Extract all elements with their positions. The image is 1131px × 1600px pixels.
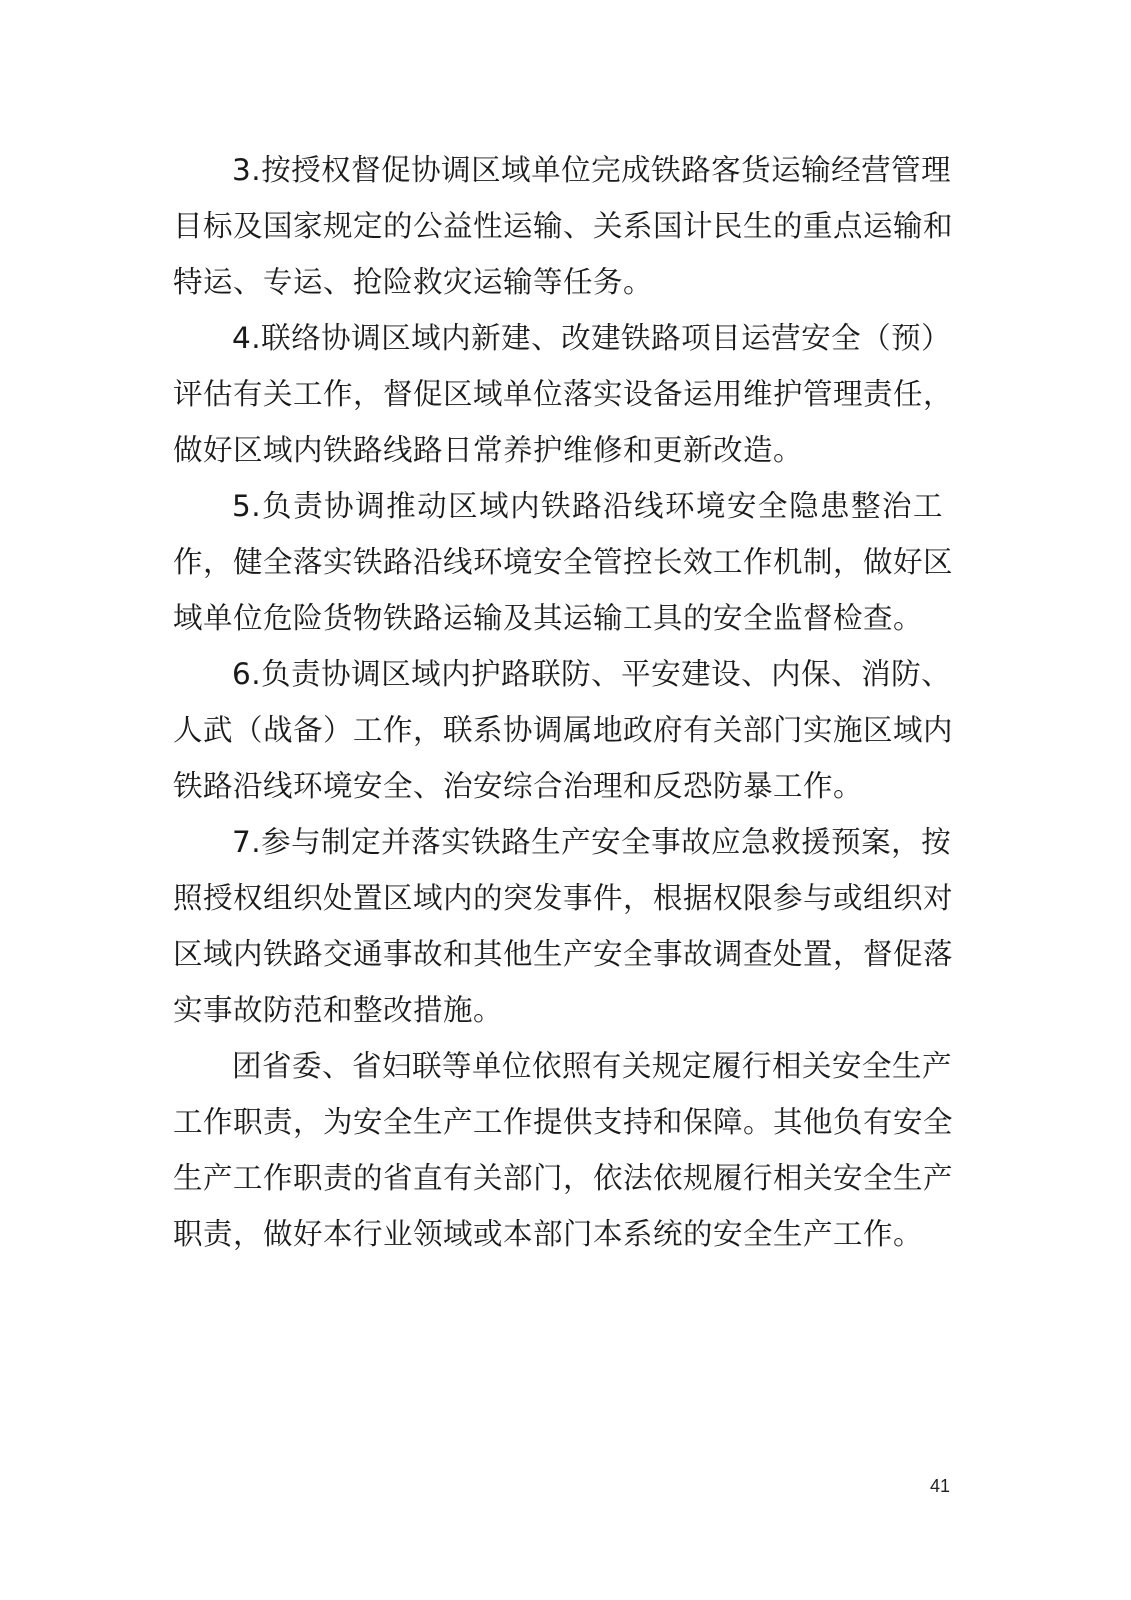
text-line: 区域内铁路交通事故和其他生产安全事故调查处置，督促落 bbox=[173, 937, 954, 971]
text-line: 作，健全落实铁路沿线环境安全管控长效工作机制，做好区 bbox=[173, 545, 954, 579]
text-line: 团省委、省妇联等单位依照有关规定履行相关安全生产 bbox=[232, 1049, 953, 1083]
text-line: 铁路沿线环境安全、治安综合治理和反恐防暴工作。 bbox=[173, 769, 864, 803]
text-line: 目标及国家规定的公益性运输、关系国计民生的重点运输和 bbox=[173, 209, 954, 243]
text-line: 特运、专运、抢险救灾运输等任务。 bbox=[173, 265, 654, 299]
text-line: 4.联络协调区域内新建、改建铁路项目运营安全（预） bbox=[232, 321, 952, 355]
text-line: 工作职责，为安全生产工作提供支持和保障。其他负有安全 bbox=[173, 1105, 954, 1139]
text-line: 6.负责协调区域内护路联防、平安建设、内保、消防、 bbox=[232, 657, 952, 691]
text-line: 7.参与制定并落实铁路生产安全事故应急救援预案，按 bbox=[232, 825, 952, 859]
text-line: 生产工作职责的省直有关部门，依法依规履行相关安全生产 bbox=[173, 1161, 954, 1195]
text-line: 人武（战备）工作，联系协调属地政府有关部门实施区域内 bbox=[173, 713, 954, 747]
text-line: 3.按授权督促协调区域单位完成铁路客货运输经营管理 bbox=[232, 153, 952, 187]
text-line: 评估有关工作，督促区域单位落实设备运用维护管理责任， bbox=[173, 377, 954, 411]
text-line: 照授权组织处置区域内的突发事件，根据权限参与或组织对 bbox=[173, 881, 954, 915]
text-line: 职责，做好本行业领域或本部门本系统的安全生产工作。 bbox=[173, 1217, 924, 1251]
text-line: 域单位危险货物铁路运输及其运输工具的安全监督检查。 bbox=[173, 601, 924, 635]
text-line: 做好区域内铁路线路日常养护维修和更新改造。 bbox=[173, 433, 804, 467]
page-number: 41 bbox=[929, 1476, 950, 1496]
text-line: 5.负责协调推动区域内铁路沿线环境安全隐患整治工 bbox=[232, 489, 943, 523]
text-line: 实事故防范和整改措施。 bbox=[173, 993, 504, 1027]
